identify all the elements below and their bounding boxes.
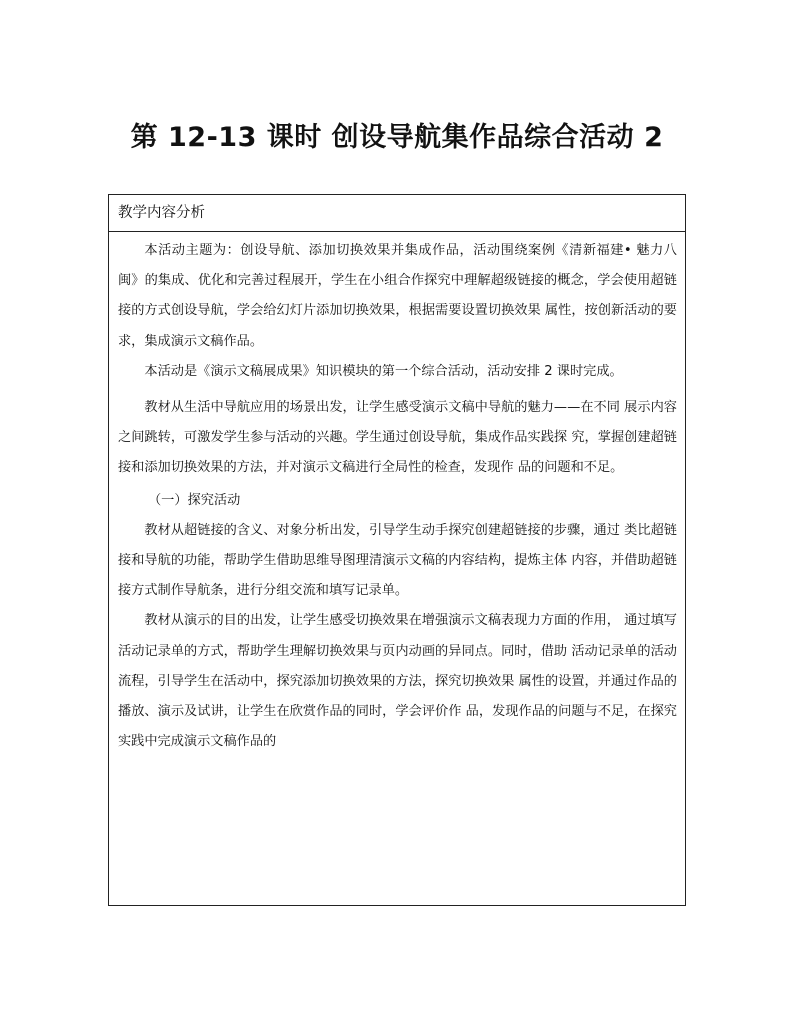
paragraph-activity-theme: 本活动主题为：创设导航、添加切换效果并集成作品，活动围绕案例《清新福建• 魅力八闽》的集成、优化和完善过程展开，学生在小组合作探究中理解超级链接的概念，学会使用超链接的方式创设导航，学会给幻灯片添加切换效果，根据需要设置切换效果 属性，按创新活动的要求，集成演示文稿作品。 (118, 243, 677, 349)
page-title: 第 12-13 课时 创设导航集作品综合活动 2 (130, 122, 664, 153)
subheading-inquiry-activity: （一）探究活动 (148, 492, 241, 508)
paragraph-textbook-approach: 教材从生活中导航应用的场景出发，让学生感受演示文稿中导航的魅力——在不同 展示内容之间跳转，可激发学生参与活动的兴趣。学生通过创设导航，集成作品实践探 究，掌握创建超链接和添加切换效果的方法，并对演示文稿进行全局性的检查，发现作 品的问题和不足。 (118, 400, 677, 476)
paragraph-transition-inquiry: 教材从演示的目的出发，让学生感受切换效果在增强演示文稿表现力方面的作用， 通过填写活动记录单的方式，帮助学生理解切换效果与页内动画的异同点。同时，借助 活动记录单的活动流程，引导学生在活动中，探究添加切换效果的方法，探究切换效果 属性的设置，并通过作品的播放、演示及试讲，让学生在欣赏作品的同时，学会评价作 品，发现作品的问题与不足，在探究实践中完成演示文稿作品的 (118, 613, 677, 750)
paragraph-activity-overview: 本活动是《演示文稿展成果》知识模块的第一个综合活动，活动安排 2 课时完成。 (144, 363, 623, 379)
section-body (109, 232, 685, 757)
content-table (108, 194, 686, 906)
section-header: 教学内容分析 (109, 195, 685, 232)
paragraph-hyperlink-inquiry: 教材从超链接的含义、对象分析出发，引导学生动手探究创建超链接的步骤，通过 类比超链接和导航的功能，帮助学生借助思维导图理清演示文稿的内容结构，提炼主体 内容，并借助超链接方式制作导航条，进行分组交流和填写记录单。 (118, 522, 677, 599)
